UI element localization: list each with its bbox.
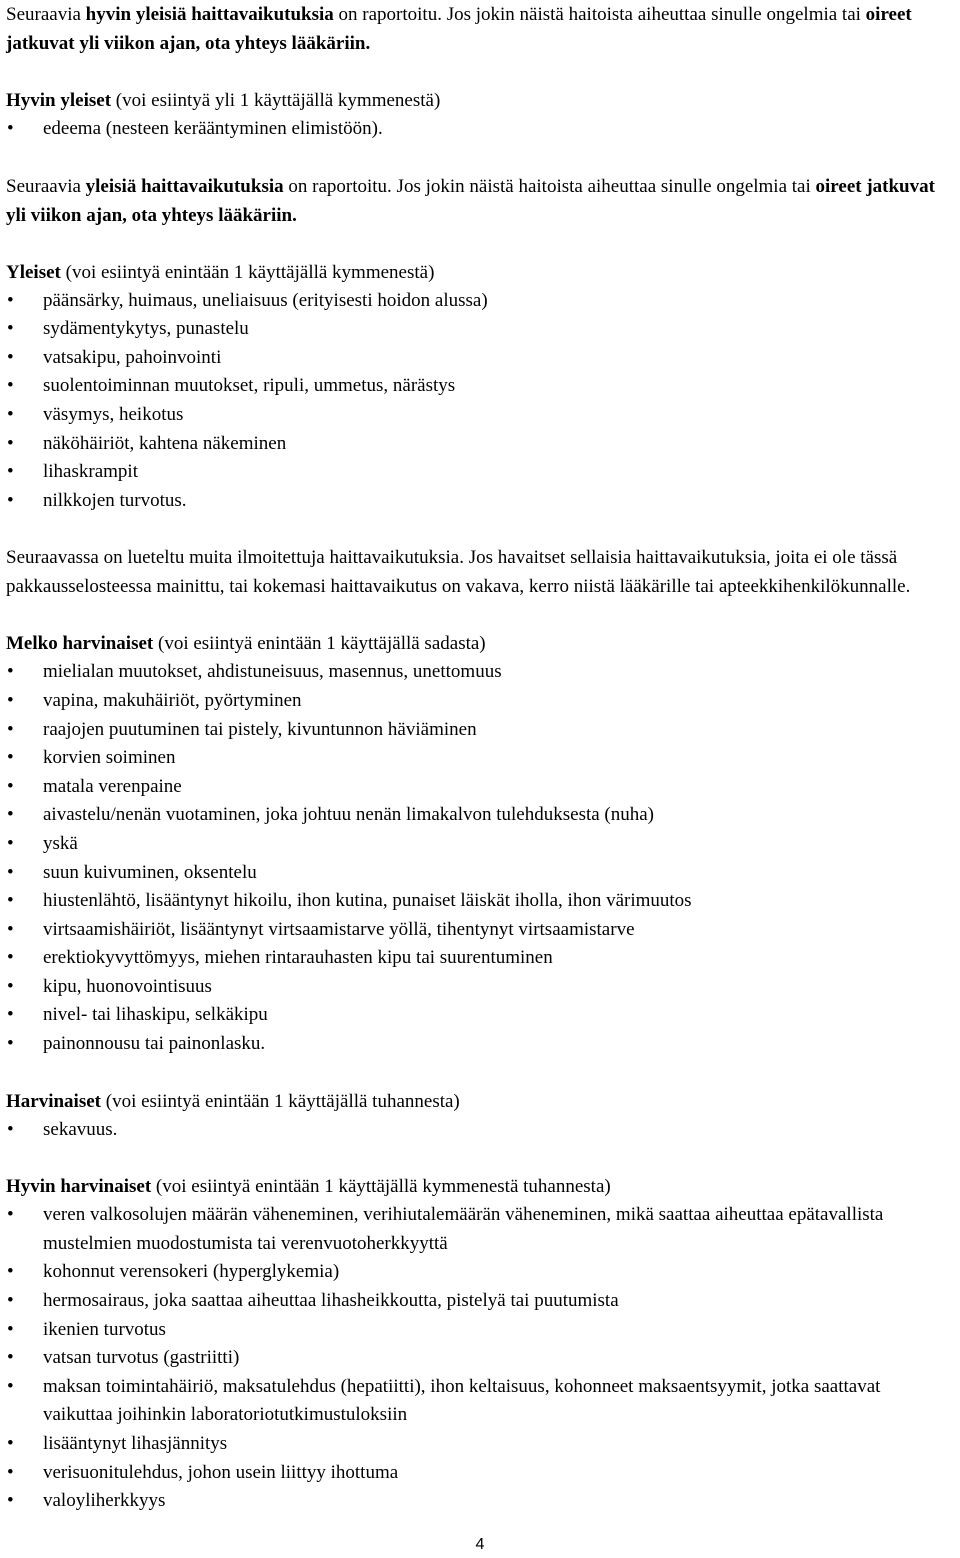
bullet-icon: •: [7, 1261, 14, 1283]
list-item-text: vatsakipu, pahoinvointi: [43, 346, 222, 368]
leaflet-page: [6, 0, 946, 1516]
common-list: [6, 287, 946, 516]
list-item-text: painonnousu tai painonlasku.: [43, 1033, 266, 1055]
bullet-icon: •: [7, 661, 14, 683]
list-item-text: veren valkosolujen määrän väheneminen, verihiutalemäärän väheneminen, mikä saattaa aiheuttaa epätavallista mustelmien muodostumista tai verenvuotoherkkyyttä: [43, 1204, 884, 1254]
list-item: [6, 1001, 946, 1030]
bullet-icon: •: [7, 1461, 14, 1483]
list-item-text: aivastelu/nenän vuotaminen, joka johtuu nenän limakalvon tulehduksesta (nuha): [43, 804, 655, 826]
list-item-text: valoyliherkkyys: [43, 1490, 166, 1512]
list-item: [6, 859, 946, 888]
list-item: [6, 115, 946, 144]
bullet-icon: •: [7, 918, 14, 940]
list-item-text: kohonnut verensokeri (hyperglykemia): [43, 1261, 340, 1283]
list-item-text: sydämentykytys, punastelu: [43, 318, 249, 340]
list-item-text: nilkkojen turvotus.: [43, 489, 187, 511]
bullet-icon: •: [7, 861, 14, 883]
bullet-icon: •: [7, 461, 14, 483]
bullet-icon: •: [7, 775, 14, 797]
bullet-icon: •: [7, 432, 14, 454]
list-item: [6, 744, 946, 773]
list-item: [6, 801, 946, 830]
bullet-icon: •: [7, 1375, 14, 1397]
bullet-icon: •: [7, 346, 14, 368]
list-item-text: suolentoiminnan muutokset, ripuli, ummetus, närästys: [43, 375, 456, 397]
list-item-text: yskä: [43, 832, 78, 854]
list-item: [6, 1459, 946, 1488]
list-item: [6, 658, 946, 687]
list-item-text: mielialan muutokset, ahdistuneisuus, masennus, unettomuus: [43, 661, 502, 683]
list-item: [6, 1487, 946, 1516]
list-item-text: päänsärky, huimaus, uneliaisuus (erityisesti hoidon alussa): [43, 289, 488, 311]
list-item-text: matala verenpaine: [43, 775, 182, 797]
list-item: [6, 430, 946, 459]
list-item-text: vapina, makuhäiriöt, pyörtyminen: [43, 689, 302, 711]
list-item-text: vatsan turvotus (gastriitti): [43, 1347, 240, 1369]
list-item: [6, 344, 946, 373]
list-item: [6, 401, 946, 430]
bullet-icon: •: [7, 1204, 14, 1226]
bullet-icon: •: [7, 289, 14, 311]
bullet-icon: •: [7, 403, 14, 425]
bullet-icon: •: [7, 975, 14, 997]
list-item: [6, 687, 946, 716]
very-common-heading: Hyvin yleiset (voi esiintyä yli 1 käyttäjällä kymmenestä): [6, 90, 441, 111]
list-item: [6, 458, 946, 487]
common-heading: Yleiset (voi esiintyä enintään 1 käyttäjällä kymmenestä): [6, 261, 435, 283]
list-item-text: hiustenlähtö, lisääntynyt hikoilu, ihon kutina, punaiset läiskät iholla, ihon värimuutos: [43, 890, 692, 912]
list-item: [6, 1030, 946, 1059]
bullet-icon: •: [7, 1318, 14, 1340]
very-rare-list: [6, 1201, 946, 1516]
list-item-text: lihaskrampit: [43, 461, 138, 483]
bullet-icon: •: [7, 832, 14, 854]
list-item-text: suun kuivuminen, oksentelu: [43, 861, 257, 883]
list-item: [6, 487, 946, 516]
list-item-text: edeema (nesteen kerääntyminen elimistöön).: [43, 118, 383, 139]
rare-list: [6, 1116, 946, 1145]
list-item: [6, 315, 946, 344]
list-item-text: väsymys, heikotus: [43, 403, 184, 425]
very-rare-heading: Hyvin harvinaiset (voi esiintyä enintään 1 käyttäjällä kymmenestä tuhannesta): [6, 1176, 611, 1198]
list-item-text: sekavuus.: [43, 1118, 118, 1140]
bullet-icon: •: [7, 747, 14, 769]
bullet-icon: •: [7, 118, 14, 139]
page-number: 4: [475, 1536, 485, 1553]
uncommon-heading: Melko harvinaiset (voi esiintyä enintään 1 käyttäjällä sadasta): [6, 633, 486, 655]
list-item: [6, 973, 946, 1002]
bullet-icon: •: [7, 689, 14, 711]
intro-paragraph: Seuraavia hyvin yleisiä haittavaikutuksia on raportoitu. Jos jokin näistä haitoista aiheuttaa sinulle ongelmia tai oireet jatkuvat yli viikon ajan, ota yhteys lääkäriin.: [6, 4, 912, 54]
bullet-icon: •: [7, 947, 14, 969]
bullet-icon: •: [7, 804, 14, 826]
uncommon-list: [6, 658, 946, 1058]
list-item: [6, 916, 946, 945]
list-item: [6, 1116, 946, 1145]
very-common-list: [6, 115, 946, 144]
list-item: [6, 887, 946, 916]
list-item-text: erektiokyvyttömyys, miehen rintarauhasten kipu tai suurentuminen: [43, 947, 553, 969]
bullet-icon: •: [7, 1347, 14, 1369]
list-item-text: raajojen puutuminen tai pistely, kivuntunnon häviäminen: [43, 718, 477, 740]
list-item-text: virtsaamishäiriöt, lisääntynyt virtsaamistarve yöllä, tihentynyt virtsaamistarve: [43, 918, 635, 940]
list-item: [6, 1344, 946, 1373]
bullet-icon: •: [7, 1490, 14, 1512]
list-item: [6, 1287, 946, 1316]
list-item-text: lisääntynyt lihasjännitys: [43, 1433, 228, 1454]
list-item: [6, 773, 946, 802]
common-intro-paragraph: Seuraavia yleisiä haittavaikutuksia on raportoitu. Jos jokin näistä haitoista aiheuttaa sinulle ongelmia tai oireet jatkuvat yli viikon ajan, ota yhteys lääkäriin.: [6, 175, 935, 226]
list-item-text: nivel- tai lihaskipu, selkäkipu: [43, 1004, 268, 1026]
list-item: [6, 372, 946, 401]
list-item: [6, 1373, 946, 1430]
list-item-text: ikenien turvotus: [43, 1318, 166, 1340]
other-intro-paragraph: Seuraavassa on lueteltu muita ilmoitettuja haittavaikutuksia. Jos havaitset sellaisia haittavaikutuksia, joita ei ole tässä pakkausselosteessa mainittu, tai kokemasi haittavaikutus on vakava, kerro niistä lääkärille tai apteekkihenkilökunnalle.: [6, 547, 911, 598]
bullet-icon: •: [7, 890, 14, 912]
bullet-icon: •: [7, 1118, 14, 1140]
list-item-text: verisuonitulehdus, johon usein liittyy ihottuma: [43, 1461, 399, 1483]
list-item-text: hermosairaus, joka saattaa aiheuttaa lihasheikkoutta, pistelyä tai puutumista: [43, 1290, 619, 1312]
list-item-text: maksan toimintahäiriö, maksatulehdus (hepatiitti), ihon keltaisuus, kohonneet maksaentsyymit, jotka saattavat vaikuttaa joihinkin laboratoriotutkimustuloksiin: [43, 1375, 881, 1426]
list-item: [6, 830, 946, 859]
bullet-icon: •: [7, 1033, 14, 1055]
list-item-text: korvien soiminen: [43, 747, 176, 769]
list-item: [6, 1430, 946, 1459]
list-item: [6, 716, 946, 745]
bullet-icon: •: [7, 489, 14, 511]
bullet-icon: •: [7, 375, 14, 397]
list-item: [6, 287, 946, 316]
bullet-icon: •: [7, 1004, 14, 1026]
rare-heading: Harvinaiset (voi esiintyä enintään 1 käyttäjällä tuhannesta): [6, 1090, 460, 1112]
bullet-icon: •: [7, 1433, 14, 1454]
bullet-icon: •: [7, 318, 14, 340]
list-item-text: näköhäiriöt, kahtena näkeminen: [43, 432, 287, 454]
list-item: [6, 1316, 946, 1345]
bullet-icon: •: [7, 718, 14, 740]
list-item: [6, 1258, 946, 1287]
list-item-text: kipu, huonovointisuus: [43, 975, 212, 997]
bullet-icon: •: [7, 1290, 14, 1312]
list-item: [6, 944, 946, 973]
list-item: [6, 1201, 946, 1258]
